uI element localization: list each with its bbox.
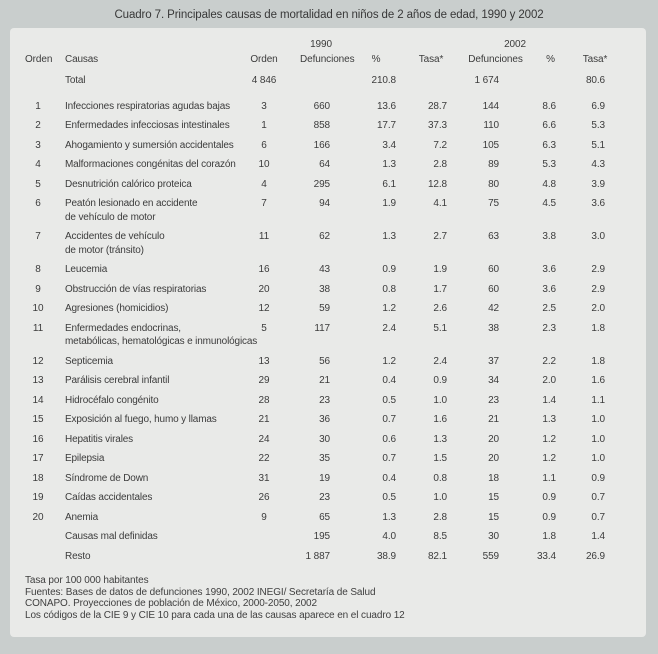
cell-tasa-1990: 37.3 [427, 120, 448, 131]
column-header-row [25, 51, 620, 68]
cell-causa: Caídas accidentales [65, 492, 153, 503]
table-row [25, 175, 620, 195]
cell-causa: Leucemia [65, 264, 108, 275]
year-header-row [25, 36, 620, 51]
cell-defunciones-2002: 110 [483, 120, 500, 131]
cell-defunciones-2002: 20 [488, 453, 500, 464]
cell-pct-2002: 4.8 [542, 178, 557, 190]
cell-tasa-2002: 3.0 [591, 231, 606, 242]
cell-pct-2002: 1.4 [542, 394, 557, 406]
cell-pct-1990: 0.9 [382, 264, 397, 275]
cell-defunciones-2002: 63 [488, 231, 500, 242]
table-row [25, 227, 620, 260]
cell-tasa-1990: 0.9 [433, 375, 448, 386]
cell-defunciones-1990: 64 [319, 159, 330, 170]
cell-defunciones-2002: 15 [488, 511, 500, 523]
cell-orden: 18 [32, 472, 44, 484]
cell-pct-1990: 1.9 [382, 198, 397, 209]
cell-total-defunciones-2002: 1 674 [474, 75, 500, 86]
cell-tasa-1990: 2.6 [433, 303, 448, 314]
cell-pct-1990: 0.5 [382, 492, 397, 503]
cell-orden: 8 [35, 264, 41, 275]
cell-defunciones-2002: 42 [488, 303, 500, 314]
cell-causa: Total [65, 75, 86, 86]
cell-orden-1990: 21 [258, 414, 270, 425]
cell-causa: Peatón lesionado en accidente de vehículo de motor [65, 198, 198, 223]
cell-orden [25, 547, 51, 567]
cell-pct-2002: 6.3 [542, 139, 557, 151]
cell-orden-1990: 28 [258, 394, 270, 406]
cell-defunciones-1990 [288, 68, 350, 97]
cell-pct-1990: 3.4 [382, 139, 397, 151]
cell-orden: 16 [32, 433, 44, 445]
table-row [25, 488, 620, 508]
table-row [25, 116, 620, 136]
cell-defunciones-1990: 62 [319, 231, 330, 242]
cell-tasa-2002: 2.0 [591, 303, 606, 314]
cell-pct-1990: 38.9 [376, 550, 397, 562]
cell-causa: Parálisis cerebral infantil [65, 375, 170, 386]
cell-orden-1990: 13 [258, 355, 270, 367]
table-row [25, 260, 620, 280]
cell-tasa-2002: 5.3 [591, 120, 606, 131]
footnote-fuentes: Fuentes: Bases de datos de defunciones 1990, 2002 INEGI/ Secretaría de Salud [25, 586, 376, 598]
header-pct-2002: % [546, 54, 555, 65]
cell-pct-2002: 6.6 [542, 120, 557, 131]
cell-defunciones-2002: 60 [488, 264, 500, 275]
cell-orden: 6 [35, 198, 41, 209]
cell-orden: 2 [35, 120, 41, 131]
cell-orden: 19 [32, 492, 44, 503]
cell-pct-1990: 1.2 [382, 303, 397, 314]
cell-orden: 11 [32, 322, 44, 334]
cell-tasa-1990: 4.1 [433, 198, 448, 209]
cell-pct-1990: 0.6 [382, 433, 397, 445]
cell-pct-2002: 3.6 [542, 283, 557, 295]
cell-defunciones-1990: 65 [319, 511, 330, 523]
spacer-cell [570, 36, 620, 51]
cell-pct-1990: 1.2 [382, 355, 397, 367]
cell-pct-2002: 33.4 [536, 550, 557, 562]
cell-defunciones-1990: 36 [319, 414, 330, 425]
cell-pct-1990: 1.3 [382, 231, 397, 242]
cell-orden: 7 [35, 231, 41, 242]
table-row [25, 449, 620, 469]
cell-pct-1990: 0.7 [382, 414, 397, 425]
cell-defunciones-1990: 23 [319, 394, 330, 406]
cell-defunciones-1990: 1 887 [305, 550, 330, 562]
cell-causa: Septicemia [65, 355, 113, 367]
cell-defunciones-1990: 166 [313, 139, 330, 151]
table-title: Cuadro 7. Principales causas de mortalidad en niños de 2 años de edad, 1990 y 2002 [114, 9, 544, 21]
cell-total-tasa-2002: 80.6 [585, 75, 606, 86]
footnote-conapo: CONAPO. Proyecciones de población de México, 2000-2050, 2002 [25, 598, 317, 609]
cell-causa: Hepatitis virales [65, 433, 134, 445]
cell-pct-2002: 4.5 [542, 198, 557, 209]
cell-causa: Enfermedades endocrinas, metabólicas, hematológicas e inmunológicas [65, 322, 258, 347]
cell-tasa-2002: 1.1 [591, 394, 606, 406]
cell-pct-2002: 1.2 [542, 433, 557, 445]
cell-tasa-1990: 2.8 [433, 159, 448, 170]
cell-defunciones-2002: 20 [488, 433, 500, 445]
table-row [25, 155, 620, 175]
cell-tasa-2002: 3.6 [591, 198, 606, 209]
cell-pct-2002: 1.3 [542, 414, 557, 425]
cell-orden: 9 [35, 283, 41, 295]
cell-pct-2002: 1.8 [542, 531, 557, 542]
table-row [25, 371, 620, 391]
cell-orden-1990: 26 [258, 492, 270, 503]
cell-pct-1990: 0.7 [382, 453, 397, 464]
cell-orden: 4 [35, 159, 41, 170]
cell-tasa-2002: 4.3 [591, 159, 606, 170]
cell-orden: 20 [32, 511, 44, 523]
cell-causa: Obstrucción de vías respiratorias [65, 283, 207, 295]
cell-defunciones-2002: 80 [488, 178, 500, 190]
cell-pct-1990: 0.4 [382, 375, 397, 386]
cell-defunciones-2002: 15 [488, 492, 500, 503]
footnote-cie: Los códigos de la CIE 9 y CIE 10 para cada una de las causas aparece en el cuadro 12 [25, 609, 405, 621]
cell-orden-1990: 7 [261, 198, 267, 209]
cell-orden: 14 [32, 394, 44, 406]
cell-orden: 15 [32, 414, 44, 425]
cell-tasa-2002: 2.9 [591, 283, 606, 295]
cell-pct-2002: 0.9 [542, 511, 557, 523]
cell-defunciones-2002: 89 [488, 159, 500, 170]
cell-orden: 10 [32, 303, 44, 314]
cell-tasa-2002: 3.9 [591, 178, 606, 190]
cell-orden-1990: 4 [261, 178, 267, 190]
cell-defunciones-1990: 56 [319, 355, 330, 367]
cell-tasa-1990: 12.8 [427, 178, 448, 190]
spacer-cell [402, 36, 460, 51]
cell-tasa-1990: 1.9 [433, 264, 448, 275]
cell-pct-1990: 13.6 [376, 100, 397, 112]
cell-pct-2002: 1.2 [542, 453, 557, 464]
cell-causa: Malformaciones congénitas del corazón [65, 159, 236, 170]
header-causas: Causas [65, 54, 99, 65]
cell-tasa-2002: 0.7 [591, 492, 606, 503]
cell-defunciones-1990: 295 [313, 178, 330, 190]
table-row [25, 391, 620, 411]
cell-pct-1990: 4.0 [382, 531, 397, 542]
cell-tasa-2002: 0.9 [591, 472, 606, 484]
cell-pct-1990: 1.3 [382, 159, 397, 170]
cell-orden: 12 [32, 355, 44, 367]
table-row [25, 97, 620, 117]
cell-causa: Anemia [65, 511, 99, 523]
header-defunciones-2002: Defunciones [468, 54, 523, 65]
cell-orden-1990: 3 [261, 100, 267, 112]
cell-tasa-2002: 6.9 [591, 100, 606, 112]
cell-defunciones-2002: 38 [488, 322, 500, 334]
cell-orden: 1 [35, 100, 41, 112]
header-tasa-2002: Tasa* [582, 54, 608, 65]
cell-pct-2002 [525, 68, 570, 97]
cell-defunciones-1990: 43 [319, 264, 330, 275]
cell-tasa-2002: 1.4 [591, 531, 606, 542]
cell-orden-1990: 20 [258, 283, 270, 295]
cell-orden-1990 [240, 527, 288, 547]
cell-orden-1990: 16 [258, 264, 270, 275]
header-defunciones-1990: Defunciones [300, 54, 355, 65]
cell-defunciones-2002: 559 [482, 550, 500, 562]
cell-pct-1990: 17.7 [376, 120, 397, 131]
cell-orden-1990: 22 [258, 453, 270, 464]
cell-orden-1990: 11 [258, 231, 270, 242]
cell-orden-1990: 5 [261, 322, 267, 334]
cell-defunciones-2002: 37 [488, 355, 500, 367]
cell-causa: Enfermedades infecciosas intestinales [65, 120, 230, 131]
cell-pct-2002: 3.6 [542, 264, 557, 275]
cell-defunciones-1990: 19 [319, 472, 330, 484]
cell-tasa-2002: 1.6 [591, 375, 606, 386]
cell-defunciones-2002: 144 [482, 100, 500, 112]
cell-tasa-2002: 5.1 [591, 139, 606, 151]
mortality-table [25, 36, 620, 566]
cell-tasa-2002: 1.0 [591, 414, 606, 425]
cell-orden: 13 [32, 375, 44, 386]
cell-orden: 17 [32, 453, 44, 464]
table-row [25, 547, 620, 567]
header-pct-1990: % [371, 54, 381, 65]
total-row [25, 68, 620, 97]
cell-causa: Ahogamiento y sumersión accidentales [65, 139, 234, 151]
cell-pct-1990: 0.5 [382, 394, 397, 406]
cell-orden-1990: 31 [258, 472, 270, 484]
cell-pct-1990: 0.8 [382, 283, 397, 295]
cell-tasa-1990: 2.8 [433, 511, 448, 523]
table-row [25, 194, 620, 227]
cell-defunciones-2002: 105 [482, 139, 500, 151]
cell-orden-1990 [240, 547, 288, 567]
cell-causa: Resto [65, 550, 91, 562]
cell-orden: 5 [35, 178, 41, 190]
cell-orden-1990: 1 [261, 120, 267, 131]
cell-defunciones-1990: 858 [313, 120, 330, 131]
cell-tasa-2002: 1.8 [591, 355, 606, 367]
cell-tasa-1990: 1.0 [433, 492, 448, 503]
cell-causa: Epilepsia [65, 453, 105, 464]
footnotes [25, 575, 635, 621]
cell-pct-2002: 2.2 [542, 355, 557, 367]
year-2002-header: 2002 [504, 39, 526, 50]
cell-tasa-1990: 1.6 [433, 414, 448, 425]
cell-tasa-1990: 0.8 [433, 472, 448, 484]
cell-pct-2002: 8.6 [542, 100, 557, 112]
cell-causa: Exposición al fuego, humo y llamas [65, 414, 217, 425]
cell-tasa-1990: 2.7 [433, 231, 448, 242]
cell-pct-2002: 3.8 [542, 231, 557, 242]
cell-pct-2002: 1.1 [542, 472, 557, 484]
spacer-cell [25, 36, 51, 51]
table-row [25, 469, 620, 489]
header-orden-1990: Orden [250, 54, 278, 65]
header-tasa-1990: Tasa* [418, 54, 444, 65]
footnote-tasa: Tasa por 100 000 habitantes [25, 575, 149, 586]
cell-tasa-1990: 1.5 [433, 453, 448, 464]
cell-defunciones-1990: 38 [319, 283, 330, 295]
cell-orden [25, 527, 51, 547]
cell-causa: Desnutrición calórico proteica [65, 178, 192, 190]
cell-tasa-2002: 26.9 [585, 550, 606, 562]
cell-orden: 3 [35, 139, 41, 151]
table-body [25, 68, 620, 566]
cell-defunciones-1990: 117 [314, 322, 330, 334]
cell-defunciones-1990: 35 [319, 453, 330, 464]
cell-pct-1990: 6.1 [382, 178, 397, 190]
table-row [25, 410, 620, 430]
cell-causa: Accidentes de vehículo de motor (tránsito) [65, 231, 165, 256]
cell-orden-1990: 9 [261, 511, 267, 523]
table-panel [10, 28, 646, 637]
cell-tasa-1990: 2.4 [433, 355, 448, 367]
cell-pct-2002: 2.5 [542, 303, 557, 314]
cell-defunciones-1990: 21 [319, 375, 330, 386]
cell-orden-1990: 6 [261, 139, 267, 151]
cell-tasa-1990: 1.7 [433, 283, 448, 295]
header-orden: Orden [25, 54, 53, 65]
cell-tasa-1990 [402, 68, 460, 97]
cell-pct-1990: 0.4 [382, 472, 397, 484]
cell-defunciones-2002: 23 [488, 394, 500, 406]
spacer-cell [51, 36, 240, 51]
cell-pct-2002: 2.0 [542, 375, 557, 386]
cell-total-1990: 4 846 [251, 75, 277, 86]
table-row [25, 280, 620, 300]
cell-tasa-1990: 7.2 [433, 139, 448, 151]
cell-orden-1990: 29 [258, 375, 270, 386]
cell-pct-2002: 5.3 [542, 159, 557, 170]
cell-orden [25, 68, 51, 97]
table-row [25, 136, 620, 156]
table-row [25, 299, 620, 319]
cell-tasa-2002: 1.0 [591, 433, 606, 445]
cell-defunciones-1990: 94 [319, 198, 330, 209]
cell-orden-1990: 10 [258, 159, 270, 170]
cell-tasa-1990: 82.1 [427, 550, 448, 562]
cell-tasa-1990: 1.0 [433, 394, 448, 406]
cell-causa: Infecciones respiratorias agudas bajas [65, 100, 230, 112]
cell-defunciones-1990: 23 [319, 492, 330, 503]
cell-defunciones-1990: 195 [313, 531, 330, 542]
table-row [25, 430, 620, 450]
table-row [25, 527, 620, 547]
cell-tasa-2002: 0.7 [591, 511, 606, 523]
cell-tasa-2002: 2.9 [591, 264, 606, 275]
cell-tasa-2002: 1.0 [591, 453, 606, 464]
cell-tasa-1990: 1.3 [433, 433, 448, 445]
table-row [25, 319, 620, 352]
cell-causa: Hidrocéfalo congénito [65, 394, 159, 406]
cell-defunciones-2002: 30 [488, 531, 500, 542]
cell-defunciones-2002: 18 [488, 472, 500, 484]
cell-defunciones-2002: 75 [488, 198, 500, 209]
cell-causa: Síndrome de Down [65, 472, 149, 484]
cell-pct-2002: 0.9 [542, 492, 557, 503]
cell-tasa-1990: 5.1 [433, 322, 448, 334]
year-1990-header: 1990 [310, 39, 332, 50]
cell-defunciones-1990: 30 [319, 433, 330, 445]
cell-orden-1990: 12 [258, 303, 270, 314]
table-row [25, 508, 620, 528]
cell-causa: Agresiones (homicidios) [65, 303, 169, 314]
cell-total-tasa-1990: 210.8 [371, 75, 397, 86]
cell-pct-1990: 2.4 [382, 322, 397, 334]
cell-tasa-2002: 1.8 [591, 322, 606, 334]
cell-defunciones-2002: 60 [488, 283, 500, 295]
cell-tasa-1990: 28.7 [427, 100, 448, 112]
cell-defunciones-1990: 660 [313, 100, 330, 112]
cell-tasa-1990: 8.5 [433, 531, 448, 542]
cell-defunciones-1990: 59 [319, 303, 330, 314]
cell-pct-1990: 1.3 [382, 511, 397, 523]
cell-defunciones-2002: 21 [488, 414, 500, 425]
cell-causa: Causas mal definidas [65, 531, 158, 542]
cell-orden-1990: 24 [258, 433, 270, 445]
cell-pct-2002: 2.3 [542, 322, 557, 334]
table-row [25, 352, 620, 372]
cell-defunciones-2002: 34 [488, 375, 500, 386]
